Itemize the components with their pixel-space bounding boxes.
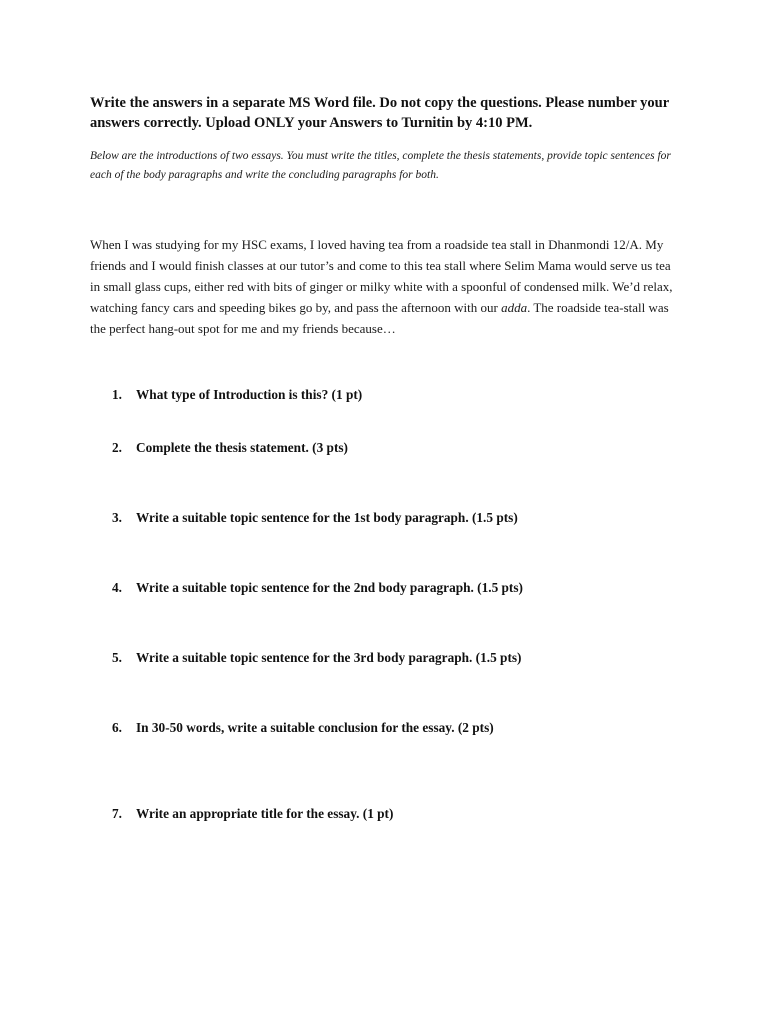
question-1: [112, 386, 682, 404]
question-5-number: 5.: [112, 650, 122, 665]
question-4-number: 4.: [112, 580, 122, 595]
question-5: [112, 649, 682, 667]
directions-text: Below are the introductions of two essays. You must write the titles, complete the thesis statements, provide topic sentences for each of the body paragraphs and write the concluding paragraphs for both.: [90, 150, 671, 181]
question-2-text: Complete the thesis statement. (3 pts): [136, 440, 348, 455]
question-7: [112, 805, 682, 823]
intro-text-part2: . The roadside tea-stall was the perfect hang-out spot for me and my friends because…: [90, 300, 669, 336]
intro-emphasis-adda: adda: [501, 300, 528, 315]
question-4-text: Write a suitable topic sentence for the 2nd body paragraph. (1.5 pts): [136, 580, 523, 595]
question-6-number: 6.: [112, 720, 122, 735]
question-2-number: 2.: [112, 440, 122, 455]
question-7-text: Write an appropriate title for the essay. (1 pt): [136, 806, 394, 821]
question-3-text: Write a suitable topic sentence for the 1st body paragraph. (1.5 pts): [136, 510, 518, 525]
intro-text-part1: When I was studying for my HSC exams, I loved having tea from a roadside tea stall in Dhanmondi 12/A. My friends and I would finish classes at our tutor’s and come to this tea stall where Selim Mama would serve us tea in small glass cups, either red with bits of ginger or milky white with a spoonful of condensed milk. We’d relax, watching fancy cars and speeding bikes go by, and pass the afternoon with our: [90, 237, 673, 315]
question-4: [112, 579, 682, 597]
question-6: [112, 719, 682, 737]
question-7-number: 7.: [112, 806, 122, 821]
question-1-number: 1.: [112, 387, 122, 402]
question-1-text: What type of Introduction is this? (1 pt): [136, 387, 363, 402]
question-2: [112, 439, 682, 457]
question-5-text: Write a suitable topic sentence for the 3rd body paragraph. (1.5 pts): [136, 650, 522, 665]
question-6-text: In 30-50 words, write a suitable conclusion for the essay. (2 pts): [136, 720, 494, 735]
question-3-number: 3.: [112, 510, 122, 525]
question-3: [112, 509, 682, 527]
essay-introduction: [90, 234, 680, 339]
instructions-text: Write the answers in a separate MS Word file. Do not copy the questions. Please number your answers correctly. Upload ONLY your Answers to Turnitin by 4:10 PM.: [90, 95, 669, 131]
